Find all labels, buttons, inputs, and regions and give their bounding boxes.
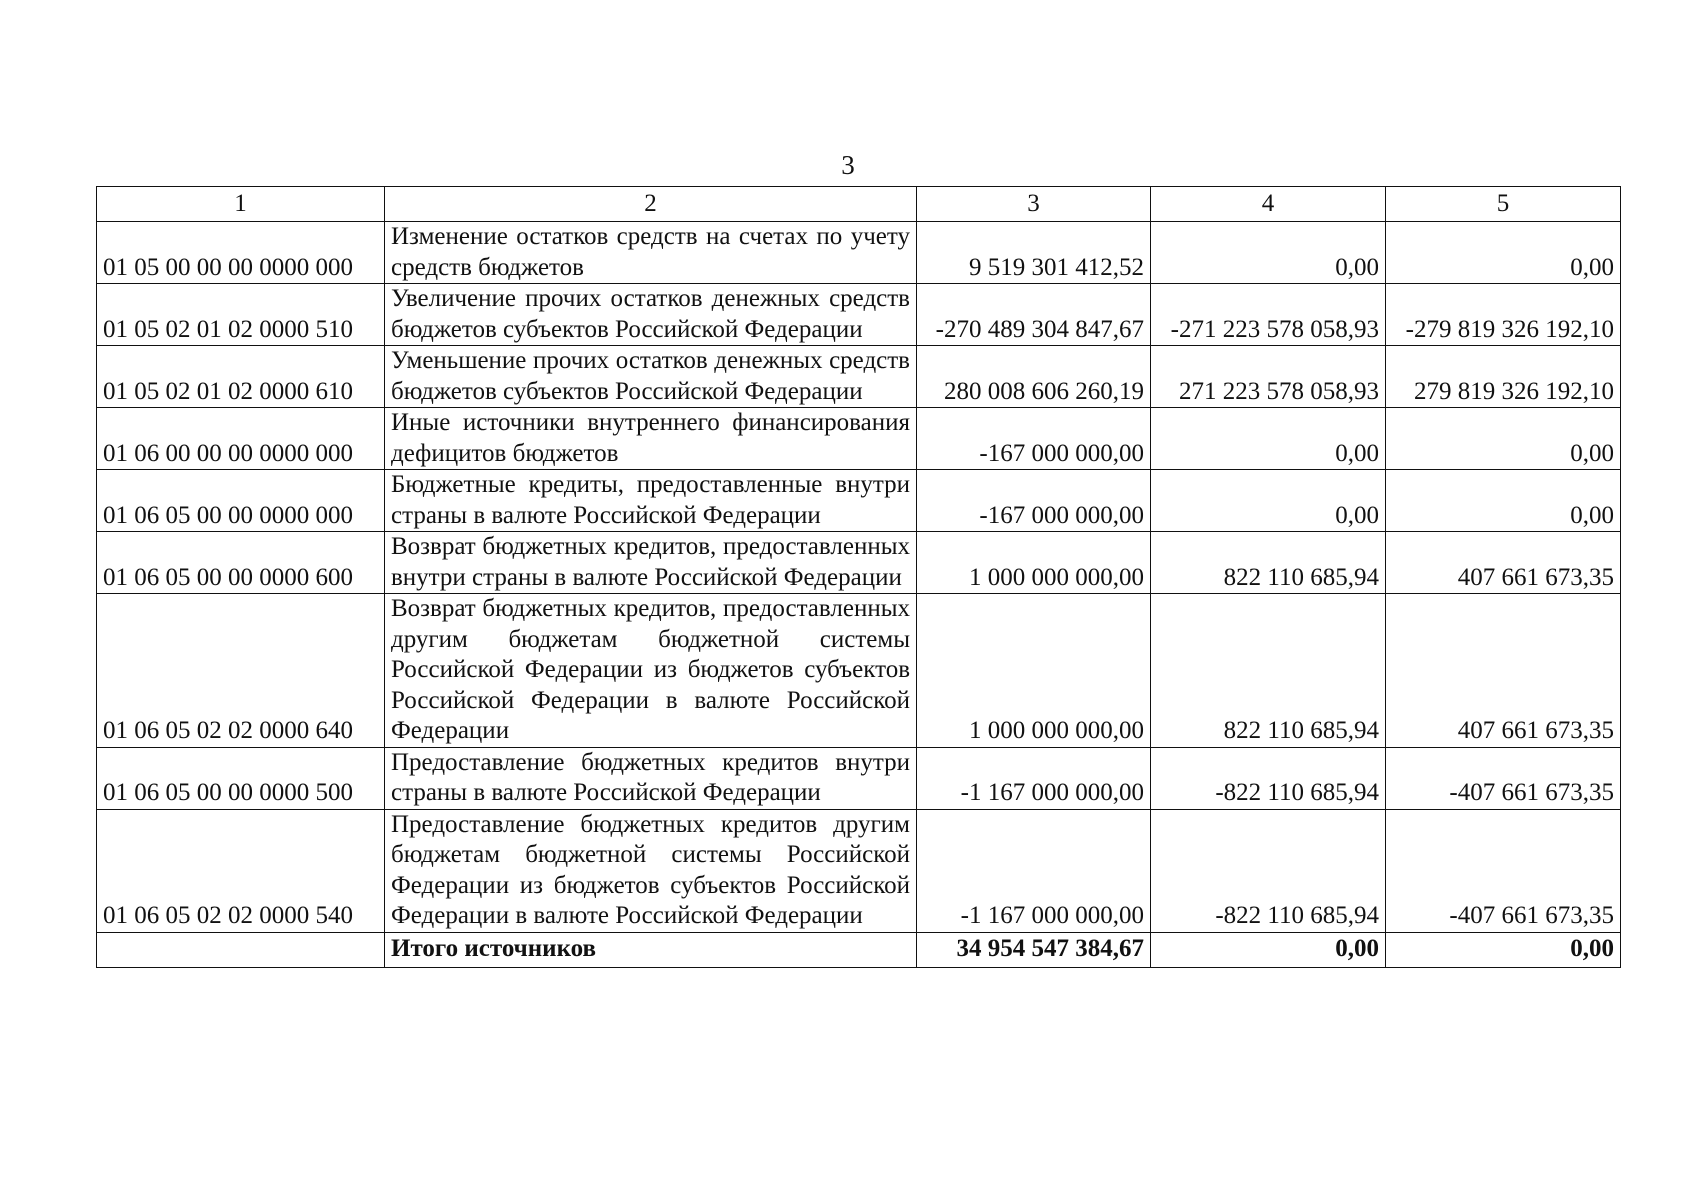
table-row	[97, 222, 1621, 284]
total-code	[97, 932, 385, 967]
row-value-col4: 0,00	[1151, 470, 1386, 532]
row-value-col4: 271 223 578 058,93	[1151, 346, 1386, 408]
row-name: Увеличение прочих остатков денежных средств бюджетов субъектов Российской Федерации	[385, 284, 917, 346]
row-value-col4: 0,00	[1151, 408, 1386, 470]
column-header-1: 1	[97, 187, 385, 222]
row-value-col5: -407 661 673,35	[1386, 747, 1621, 809]
table-row	[97, 532, 1621, 594]
row-value-col3: -167 000 000,00	[917, 470, 1151, 532]
row-value-col3: 1 000 000 000,00	[917, 594, 1151, 748]
row-value-col4: 0,00	[1151, 222, 1386, 284]
column-header-3: 3	[917, 187, 1151, 222]
row-name: Уменьшение прочих остатков денежных средств бюджетов субъектов Российской Федерации	[385, 346, 917, 408]
row-code: 01 06 05 00 00 0000 500	[97, 747, 385, 809]
row-value-col4: 822 110 685,94	[1151, 594, 1386, 748]
row-value-col5: 0,00	[1386, 408, 1621, 470]
row-value-col4: -822 110 685,94	[1151, 809, 1386, 932]
row-code: 01 05 00 00 00 0000 000	[97, 222, 385, 284]
column-header-5: 5	[1386, 187, 1621, 222]
table-row	[97, 284, 1621, 346]
page-number: 3	[841, 150, 855, 180]
row-code: 01 06 05 02 02 0000 540	[97, 809, 385, 932]
table-row	[97, 594, 1621, 748]
row-value-col5: 0,00	[1386, 222, 1621, 284]
budget-sources-table	[96, 186, 1621, 968]
table-row	[97, 470, 1621, 532]
row-value-col5: 407 661 673,35	[1386, 594, 1621, 748]
total-row	[97, 932, 1621, 967]
total-value-col4: 0,00	[1151, 932, 1386, 967]
row-name: Возврат бюджетных кредитов, предоставленных внутри страны в валюте Российской Федерации	[385, 532, 917, 594]
table-row	[97, 809, 1621, 932]
row-name: Возврат бюджетных кредитов, предоставленных другим бюджетам бюджетной системы Российской Федерации из бюджетов субъектов Российской Федерации в валюте Российской Федерации	[385, 594, 917, 748]
column-header-2: 2	[385, 187, 917, 222]
row-value-col3: 280 008 606 260,19	[917, 346, 1151, 408]
row-code: 01 06 00 00 00 0000 000	[97, 408, 385, 470]
row-value-col3: -167 000 000,00	[917, 408, 1151, 470]
row-code: 01 06 05 00 00 0000 000	[97, 470, 385, 532]
row-code: 01 05 02 01 02 0000 610	[97, 346, 385, 408]
total-value-col5: 0,00	[1386, 932, 1621, 967]
row-value-col3: -1 167 000 000,00	[917, 747, 1151, 809]
row-value-col4: 822 110 685,94	[1151, 532, 1386, 594]
row-code: 01 05 02 01 02 0000 510	[97, 284, 385, 346]
total-value-col3: 34 954 547 384,67	[917, 932, 1151, 967]
row-name: Бюджетные кредиты, предоставленные внутри страны в валюте Российской Федерации	[385, 470, 917, 532]
row-value-col5: -407 661 673,35	[1386, 809, 1621, 932]
total-label: Итого источников	[385, 932, 917, 967]
row-name: Предоставление бюджетных кредитов внутри страны в валюте Российской Федерации	[385, 747, 917, 809]
row-value-col5: -279 819 326 192,10	[1386, 284, 1621, 346]
row-value-col4: -271 223 578 058,93	[1151, 284, 1386, 346]
column-header-4: 4	[1151, 187, 1386, 222]
table-row	[97, 408, 1621, 470]
row-value-col5: 407 661 673,35	[1386, 532, 1621, 594]
row-value-col3: -270 489 304 847,67	[917, 284, 1151, 346]
row-value-col3: 9 519 301 412,52	[917, 222, 1151, 284]
row-code: 01 06 05 00 00 0000 600	[97, 532, 385, 594]
table-row	[97, 747, 1621, 809]
row-value-col4: -822 110 685,94	[1151, 747, 1386, 809]
row-value-col3: -1 167 000 000,00	[917, 809, 1151, 932]
table-row	[97, 346, 1621, 408]
row-value-col3: 1 000 000 000,00	[917, 532, 1151, 594]
row-name: Иные источники внутреннего финансирования дефицитов бюджетов	[385, 408, 917, 470]
row-name: Изменение остатков средств на счетах по учету средств бюджетов	[385, 222, 917, 284]
row-name: Предоставление бюджетных кредитов другим бюджетам бюджетной системы Российской Федерации из бюджетов субъектов Российской Федерации в валюте Российской Федерации	[385, 809, 917, 932]
table-header-row	[97, 187, 1621, 222]
row-value-col5: 279 819 326 192,10	[1386, 346, 1621, 408]
row-value-col5: 0,00	[1386, 470, 1621, 532]
row-code: 01 06 05 02 02 0000 640	[97, 594, 385, 748]
